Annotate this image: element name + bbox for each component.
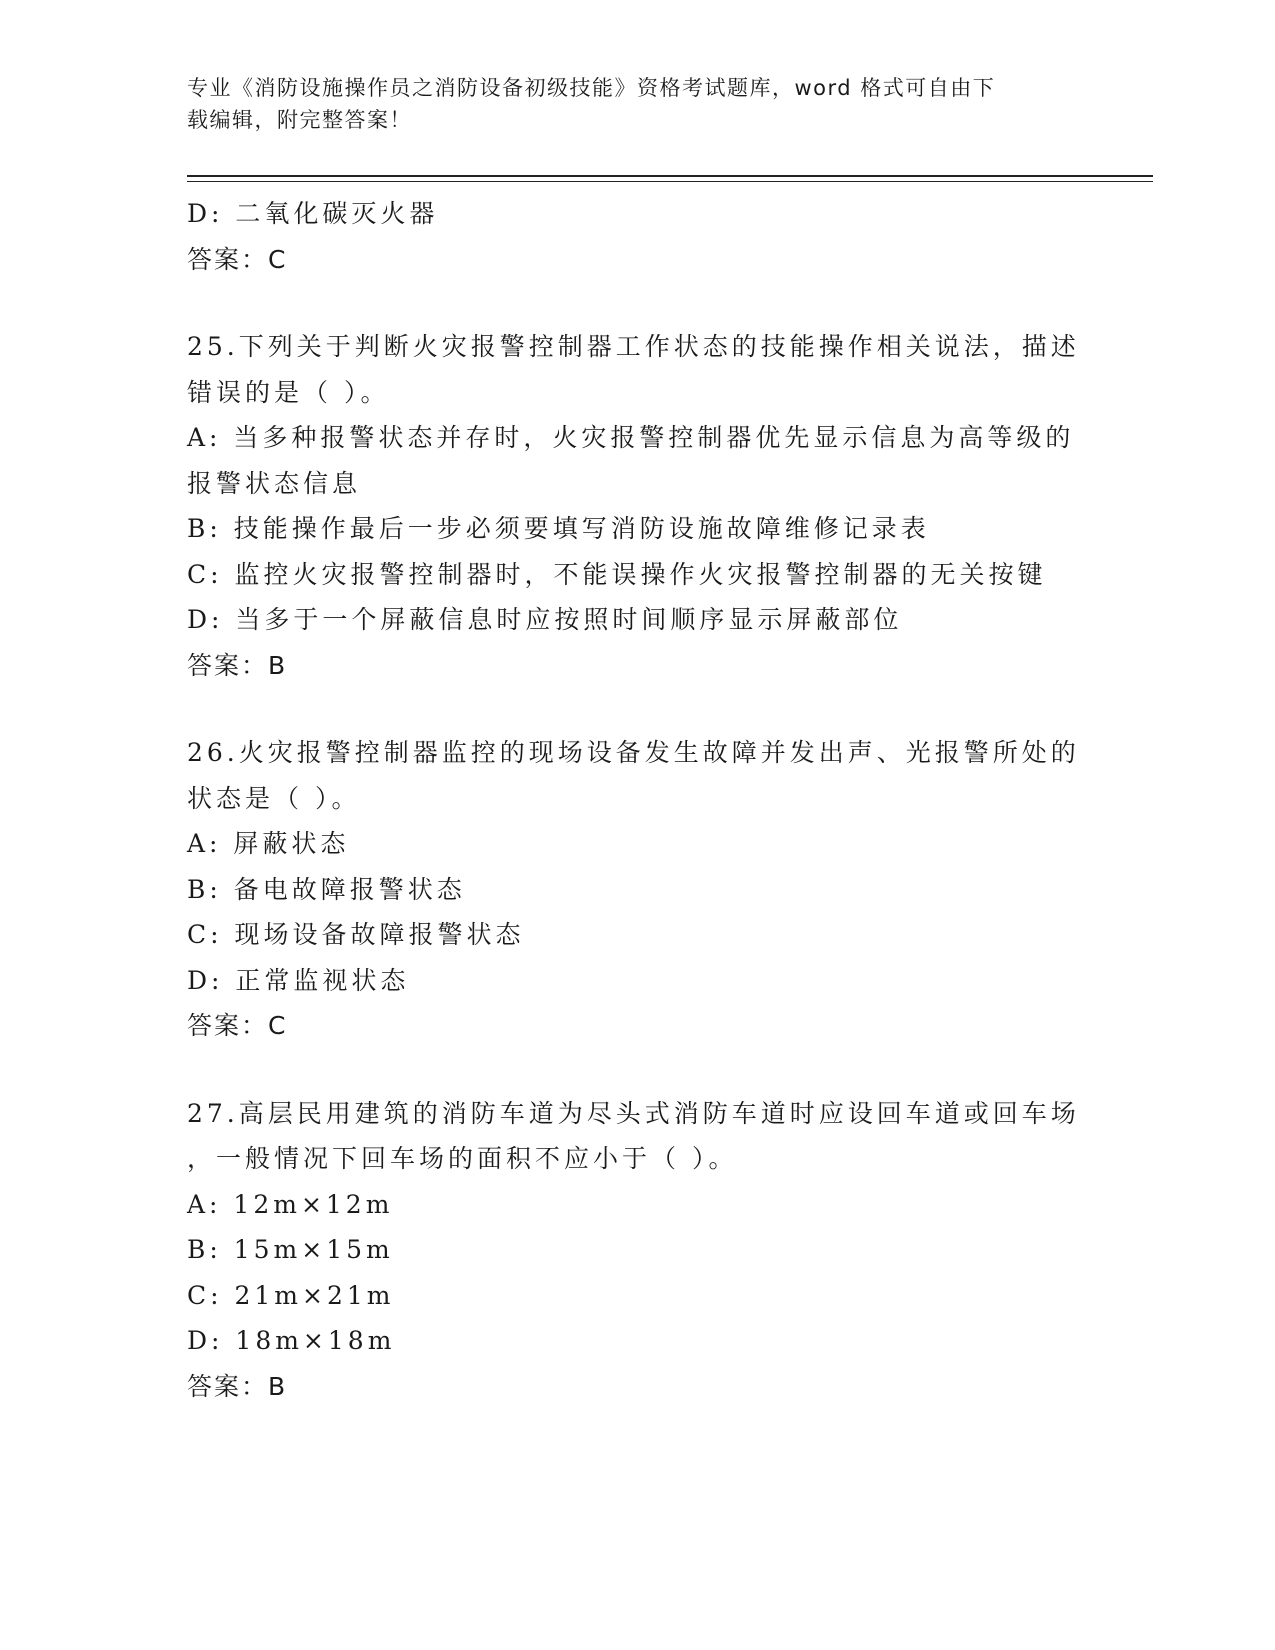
question-26 xyxy=(187,730,1087,1049)
option-b: B: 技能操作最后一步必须要填写消防设施故障维修记录表 xyxy=(187,514,930,543)
option-a: A: 12m×12m xyxy=(187,1189,394,1219)
option-d: D: 18m×18m xyxy=(187,1326,396,1355)
header-divider-thin xyxy=(187,181,1153,182)
option-a-cont: 报警状态信息 xyxy=(187,468,362,498)
question-stem: 27.高层民用建筑的消防车道为尽头式消防车道时应设回车道或回车场 xyxy=(187,1098,1080,1128)
question-stem-cont: ，一般情况下回车场的面积不应小于（ ）。 xyxy=(187,1144,738,1173)
option-d: D: 正常监视状态 xyxy=(187,965,410,995)
option-d: D: 当多于一个屏蔽信息时应按照时间顺序显示屏蔽部位 xyxy=(187,605,903,634)
option-c: C: 21m×21m xyxy=(187,1280,395,1310)
option-a: A: 当多种报警状态并存时，火灾报警控制器优先显示信息为高等级的 xyxy=(187,423,1075,452)
option-b: B: 15m×15m xyxy=(187,1235,394,1264)
header-line-1: 专业《消防设施操作员之消防设备初级技能》资格考试题库，word 格式可自由下 xyxy=(187,76,996,100)
answer: 答案：C xyxy=(187,244,288,274)
option-d: D: 二氧化碳灭火器 xyxy=(187,199,439,228)
option-a: A: 屏蔽状态 xyxy=(187,829,350,858)
option-b: B: 备电故障报警状态 xyxy=(187,874,466,904)
answer: 答案：C xyxy=(187,1011,288,1040)
previous-question-tail xyxy=(187,191,1087,282)
question-25 xyxy=(187,324,1087,688)
answer: 答案：B xyxy=(187,1371,288,1401)
document-header xyxy=(187,72,1087,136)
option-c: C: 监控火灾报警控制器时，不能误操作火灾报警控制器的无关按键 xyxy=(187,559,1047,589)
answer: 答案：B xyxy=(187,650,288,680)
question-stem-cont: 错误的是（ ）。 xyxy=(187,377,390,407)
question-stem: 25.下列关于判断火灾报警控制器工作状态的技能操作相关说法，描述 xyxy=(187,332,1080,361)
header-divider-thick xyxy=(187,175,1153,177)
question-stem-cont: 状态是（ ）。 xyxy=(187,783,361,813)
option-c: C: 现场设备故障报警状态 xyxy=(187,920,525,949)
question-stem: 26.火灾报警控制器监控的现场设备发生故障并发出声、光报警所处的 xyxy=(187,738,1080,767)
question-27 xyxy=(187,1091,1087,1410)
page-content xyxy=(187,191,1087,1409)
header-line-2: 载编辑，附完整答案！ xyxy=(187,108,412,132)
